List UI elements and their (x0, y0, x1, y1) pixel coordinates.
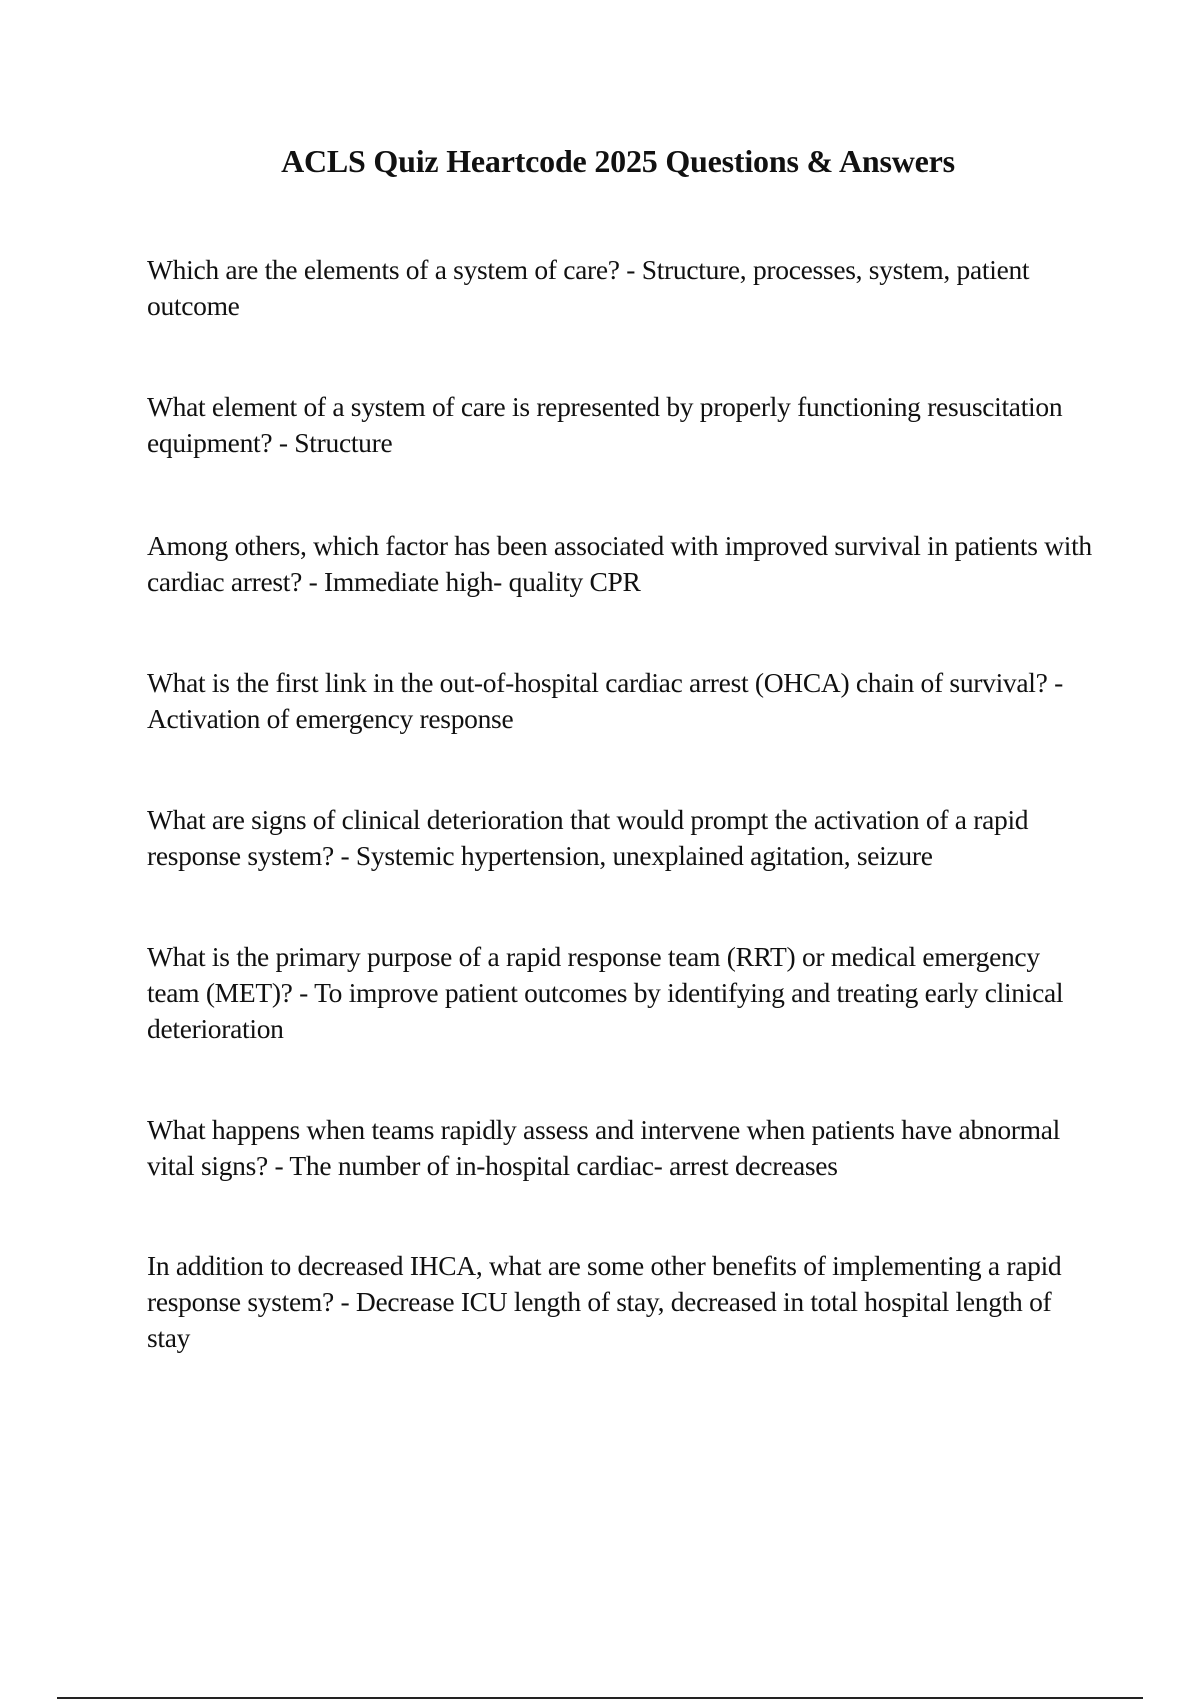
qa-item-4: What is the first link in the out-of-hospital cardiac arrest (OHCA) chain of survival? - Activation of emergency response (147, 667, 1063, 734)
qa-item-5: What are signs of clinical deterioration that would prompt the activation of a rapid response system? - Systemic hypertension, unexplained agitation, seizure (147, 804, 1029, 871)
qa-item-1: Which are the elements of a system of care? - Structure, processes, system, patient outcome (147, 254, 1030, 321)
qa-item-7: What happens when teams rapidly assess and intervene when patients have abnormal vital signs? - The number of in-hospital cardiac- arrest decreases (147, 1114, 1060, 1181)
qa-item-8: In addition to decreased IHCA, what are some other benefits of implementing a rapid response system? - Decrease ICU length of stay, decreased in total hospital length of stay (147, 1250, 1062, 1353)
bottom-divider (57, 1697, 1143, 1699)
qa-item-3: Among others, which factor has been associated with improved survival in patients with cardiac arrest? - Immediate high- quality CPR (147, 530, 1092, 597)
qa-item-6: What is the primary purpose of a rapid response team (RRT) or medical emergency team (MET)? - To improve patient outcomes by identifying and treating early clinical deterioration (147, 941, 1064, 1044)
qa-item-2: What element of a system of care is represented by properly functioning resuscitation equipment? - Structure (147, 391, 1063, 458)
document-title: ACLS Quiz Heartcode 2025 Questions & Answers (281, 143, 955, 179)
